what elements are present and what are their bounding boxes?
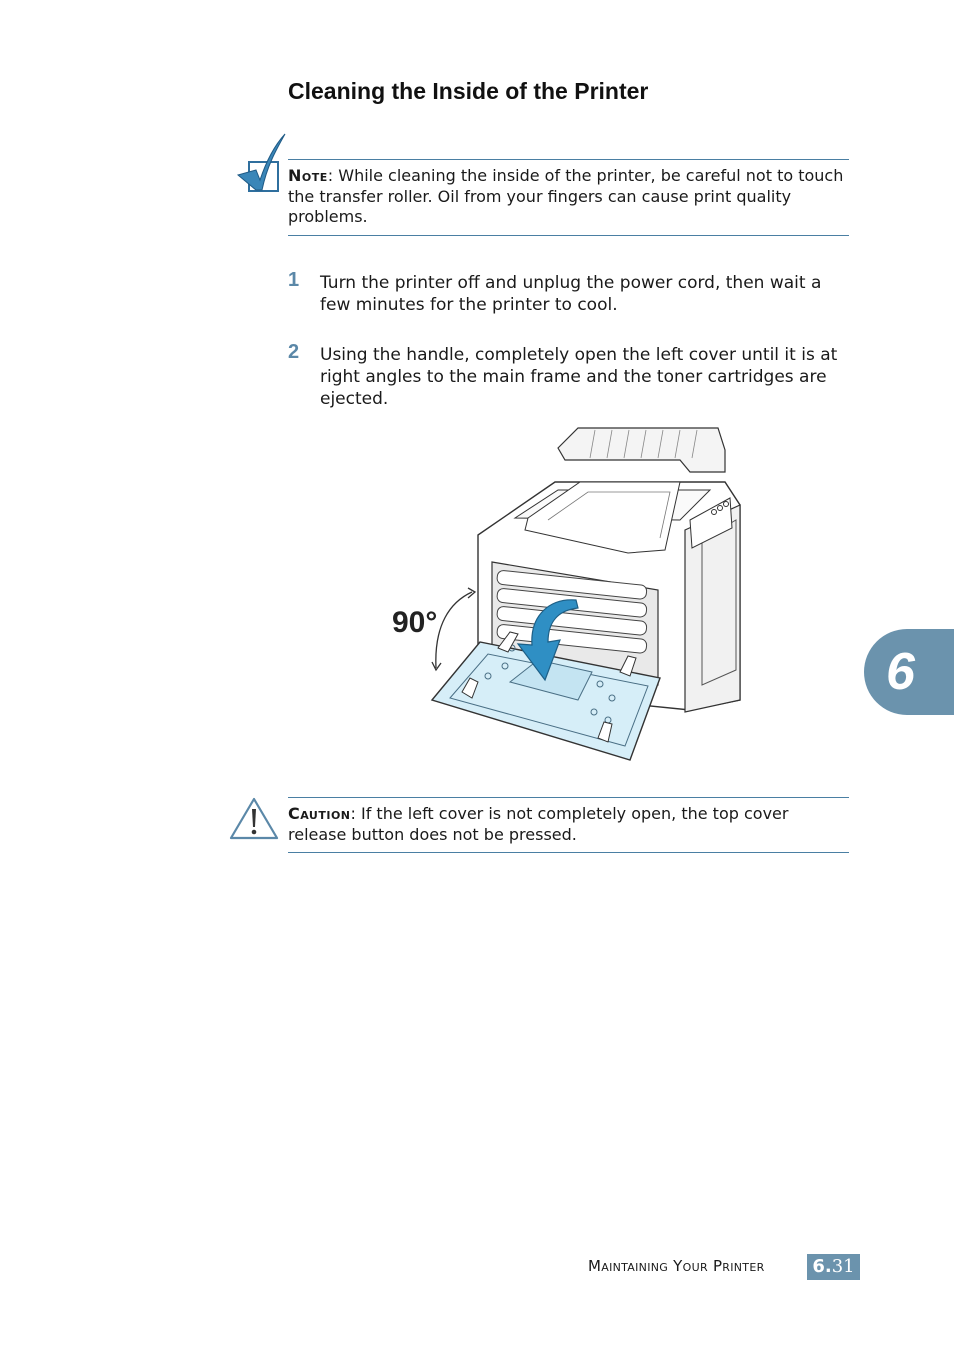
note-label: Note: [288, 166, 328, 185]
checkmark-note-icon: [236, 132, 288, 194]
note-body: : While cleaning the inside of the printer, be careful not to touch the transfer roller. Oil from your fingers can cause print quality problems.: [288, 166, 844, 226]
page-title: Cleaning the Inside of the Printer: [288, 78, 649, 104]
note-top-rule: [288, 159, 849, 160]
page-number: 31: [831, 1256, 855, 1277]
step-text: Turn the printer off and unplug the power cord, then wait a few minutes for the printer to cool.: [320, 273, 822, 315]
step-number: 1: [288, 269, 300, 291]
caution-top-rule: [288, 797, 849, 798]
step-number: 2: [288, 341, 300, 363]
note-text: [288, 166, 848, 228]
page-number-box: [807, 1254, 860, 1280]
note-bottom-rule: [288, 235, 849, 236]
step-text: Using the handle, completely open the left cover until it is at right angles to the main frame and the toner cartridges are ejected.: [320, 345, 838, 409]
caution-bottom-rule: [288, 852, 849, 853]
chapter-number: 6: [886, 643, 915, 701]
caution-text: [288, 804, 848, 845]
footer-section-title: Maintaining Your Printer: [588, 1257, 765, 1275]
angle-label: 90°: [392, 606, 438, 639]
caution-body: : If the left cover is not completely open, the top cover release button does not be pressed.: [288, 804, 789, 844]
caution-warning-icon: [228, 796, 280, 842]
page-chapter: 6.: [812, 1256, 832, 1277]
caution-label: Caution: [288, 804, 351, 823]
chapter-tab: [864, 629, 954, 715]
printer-open-cover-illustration: [380, 420, 760, 770]
